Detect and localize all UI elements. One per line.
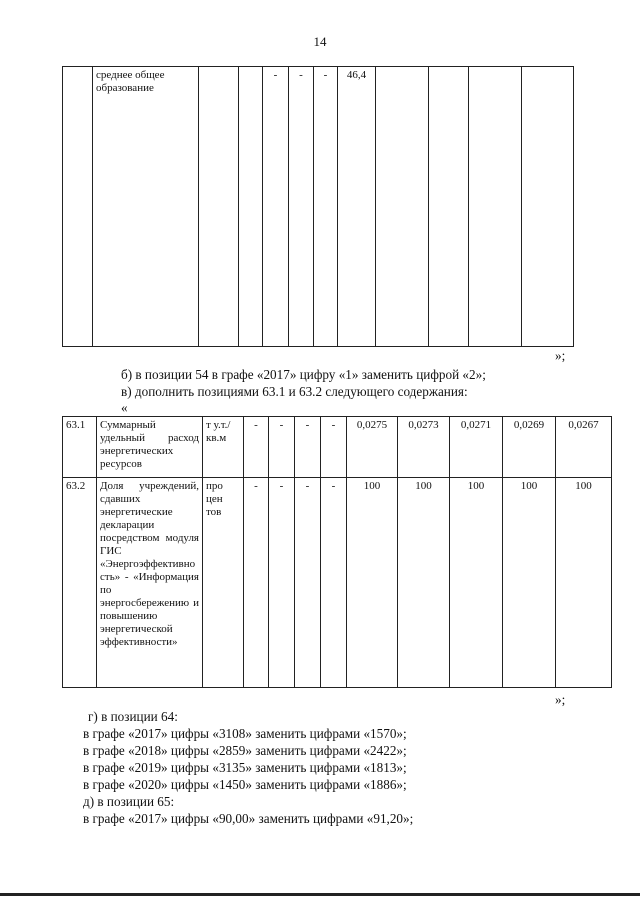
cell-value: 100 bbox=[398, 478, 450, 688]
cell-empty bbox=[63, 67, 93, 347]
cell-dash: - bbox=[321, 478, 347, 688]
cell-number: 63.1 bbox=[63, 417, 97, 478]
page-bottom-rule bbox=[0, 893, 640, 896]
table-row bbox=[63, 67, 574, 347]
cell-dash: - bbox=[269, 478, 295, 688]
cell-dash: - bbox=[269, 417, 295, 478]
cell-dash: - bbox=[244, 478, 269, 688]
cell-value: 100 bbox=[450, 478, 503, 688]
table-row bbox=[63, 478, 612, 688]
closing-quote: »; bbox=[555, 348, 566, 363]
position-65-line: в графе «2017» цифры «90,00» заменить цифрами «91,20»; bbox=[83, 811, 414, 826]
cell-empty bbox=[429, 67, 469, 347]
position-64-line: в графе «2017» цифры «3108» заменить цифрами «1570»; bbox=[83, 726, 407, 741]
cell-empty bbox=[522, 67, 574, 347]
position-64-line: в графе «2020» цифры «1450» заменить цифрами «1886»; bbox=[83, 777, 407, 792]
cell-value: 46,4 bbox=[338, 67, 376, 347]
cell-dash: - bbox=[289, 67, 314, 347]
cell-empty bbox=[469, 67, 522, 347]
cell-value: 100 bbox=[556, 478, 612, 688]
cell-empty bbox=[199, 67, 239, 347]
cell-dash: - bbox=[263, 67, 289, 347]
cell-unit: про цен тов bbox=[203, 478, 244, 688]
paragraph-g: г) в позиции 64: bbox=[88, 709, 178, 724]
table-continuation bbox=[62, 66, 574, 347]
cell-value: 100 bbox=[503, 478, 556, 688]
page-number: 14 bbox=[313, 34, 327, 49]
cell-empty bbox=[376, 67, 429, 347]
cell-value: 0,0269 bbox=[503, 417, 556, 478]
cell-value: 0,0273 bbox=[398, 417, 450, 478]
cell-name: Суммарный удельный расход энергетических ресурсов bbox=[97, 417, 203, 478]
cell-name: среднее общее образование bbox=[93, 67, 199, 347]
position-64-line: в графе «2018» цифры «2859» заменить цифрами «2422»; bbox=[83, 743, 407, 758]
paragraph-b: б) в позиции 54 в графе «2017» цифру «1» заменить цифрой «2»; bbox=[121, 367, 486, 382]
cell-value: 100 bbox=[347, 478, 398, 688]
cell-dash: - bbox=[321, 417, 347, 478]
cell-value: 0,0267 bbox=[556, 417, 612, 478]
cell-unit: т у.т./ кв.м bbox=[203, 417, 244, 478]
cell-dash: - bbox=[295, 478, 321, 688]
cell-dash: - bbox=[244, 417, 269, 478]
opening-quote: « bbox=[121, 400, 128, 415]
cell-value: 0,0275 bbox=[347, 417, 398, 478]
cell-dash: - bbox=[295, 417, 321, 478]
cell-number: 63.2 bbox=[63, 478, 97, 688]
paragraph-d: д) в позиции 65: bbox=[83, 794, 175, 809]
position-64-line: в графе «2019» цифры «3135» заменить цифрами «1813»; bbox=[83, 760, 407, 775]
table-row bbox=[63, 417, 612, 478]
cell-empty bbox=[239, 67, 263, 347]
paragraph-v: в) дополнить позициями 63.1 и 63.2 следующего содержания: bbox=[121, 384, 468, 399]
cell-value: 0,0271 bbox=[450, 417, 503, 478]
cell-dash: - bbox=[314, 67, 338, 347]
cell-name: Доля учреждений, сдавших энергетические декларации посредством модуля ГИС «Энергоэффективность» - «Информация по энергосбережению и повышению энергетической эффективности» bbox=[97, 478, 203, 688]
closing-quote: »; bbox=[555, 692, 566, 707]
table-new-positions bbox=[62, 416, 612, 688]
